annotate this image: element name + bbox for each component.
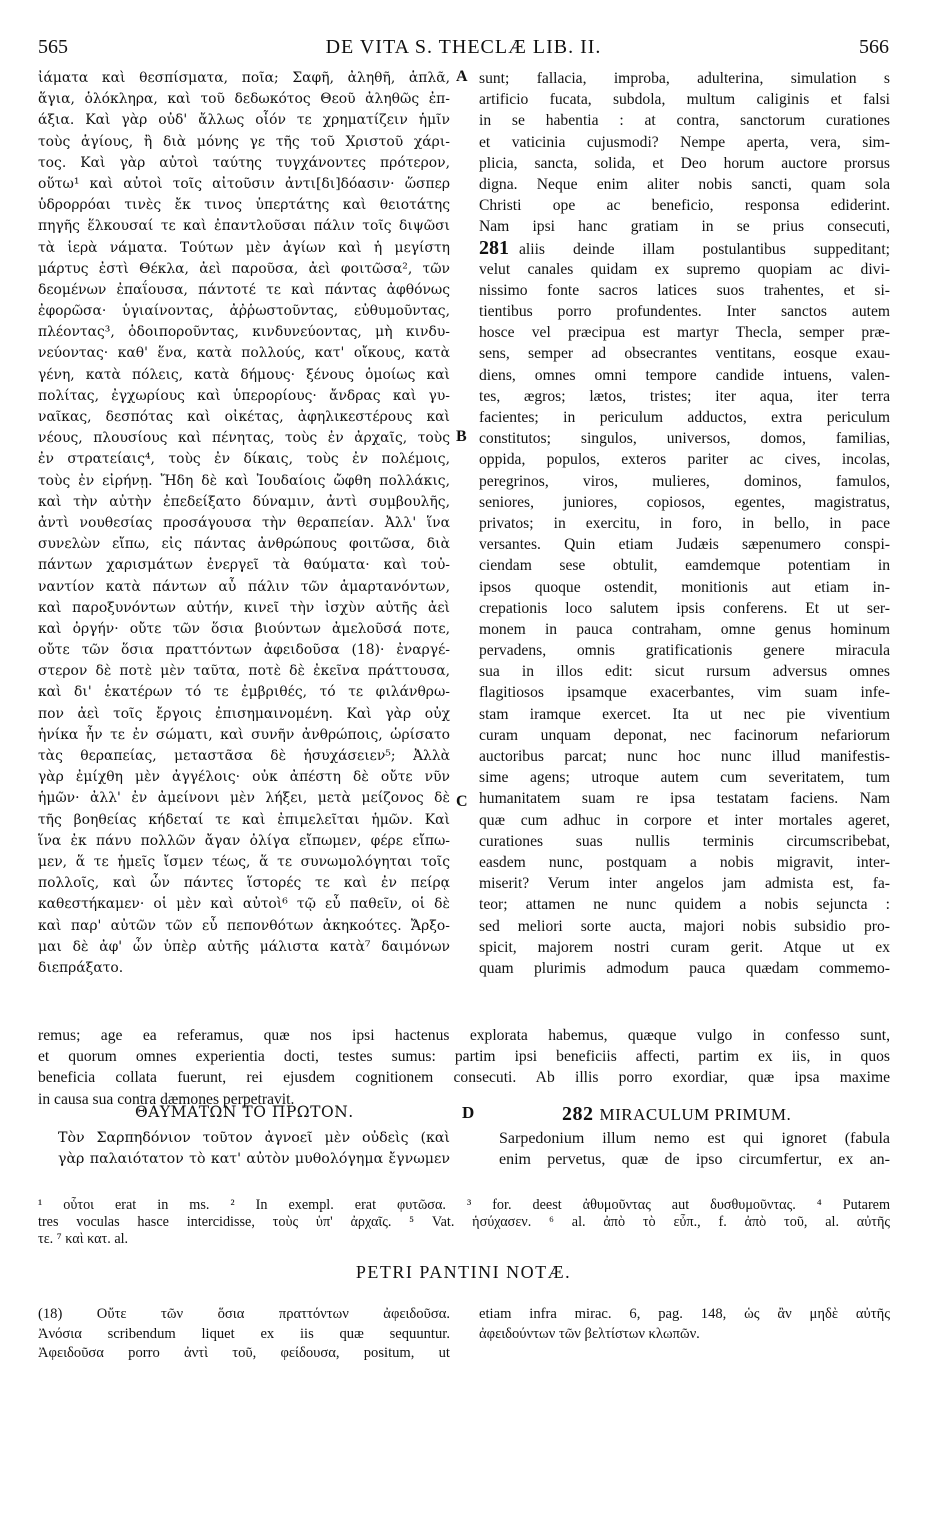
text-line: nissimo fonte sacros latices suos trahentes, et si- [479, 281, 890, 299]
text-line: ἡμῶν· ἀλλ' ἐν ἀμείνονι μὲν λήξει, μετὰ μείζονος δὲ [38, 790, 450, 807]
text-line: tres voculas hasce intercidisse, τοὺς ὑπ' ἀρχαῖς. ⁵ Vat. ἡσύχασεν. ⁶ al. ἀπὸ τὸ εὖπ., f. ἀπὸ τοῦ, al. αὐτῆς [38, 1214, 890, 1230]
text-line: in se habentia : at contra, sanctorum curationes [479, 112, 890, 130]
text-line: Ἀνόσια scribendum liquet ex iis quæ sequuntur. [38, 1325, 450, 1342]
text-line: miserit? Verum inter angelos jam admista est, fa- [479, 875, 890, 893]
text-line: ἀντὶ νουθεσίας προσάγουσα τὴν θεραπείαν. Ἀλλ' ἵνα [38, 514, 450, 531]
text-line: δεομένων ἐπαΐουσα, πάντοτέ τε καὶ πάντας ἀφθόνως [38, 281, 450, 298]
text-line: stam iramque exercet. Ita ut nec pie viventium [479, 705, 890, 723]
text-line: πάντων χαρισμάτων ἐνεργεῖ τὰ θαύματα· καὶ τοὐ- [38, 557, 450, 574]
text-line: remus; age ea referamus, quæ nos ipsi hactenus explorata habemus, quæque vulgo in confesso sunt, [38, 1027, 890, 1044]
text-line: curam unquam deponat, nec facinorum nefariorum [479, 726, 890, 744]
text-line: νέους, πλουσίους καὶ πένητας, τοὺς ἐν ἀρχαῖς, τοὺς [38, 430, 450, 447]
text-line: in causa sua contra dæmones perpetravit. [38, 1090, 295, 1108]
text-line: πολλοῖς, καὶ ὧν πάντες ἵστορές τε καὶ ἐν πείρᾳ [38, 875, 450, 892]
text-line: ναντίον κατὰ πάντων αὖ πάλιν τῶν ἁμαρτανόντων, [38, 578, 450, 595]
text-line: hosce vel præcipua est martyr Thecla, semper præ- [479, 324, 890, 342]
latin-section-heading: MIRACULUM PRIMUM. [599, 1105, 792, 1124]
text-line: diens, omnes omni tempore candide intuens, valen- [479, 366, 890, 384]
text-line: flagitiosos ipsamque exacerbantes, vim suam infe- [479, 684, 890, 702]
text-line: καὶ δι' ἑκατέρων τό τε ἐμβριθές, τό τε φιλάνθρω- [38, 684, 450, 701]
text-line: Nam ipsi hanc gratiam in se prius consecuti, [479, 218, 890, 236]
text-line: Ἀφειδοῦσα porro ἀντὶ τοῦ, φείδουσα, positum, ut [38, 1345, 450, 1361]
text-line: pervadens, omnis gratificationis genere miracula [479, 642, 890, 660]
text-line: et quorum omnes experientia docti, testes sumus: partim ipsi beneficiis affecti, partim ex iis, in quos [38, 1048, 890, 1066]
text-line: ἀφειδούντων τῶν βελτίστων κλωπῶν. [479, 1325, 700, 1342]
text-line: plicia, sancta, solida, et Deo horum auctore prorsus [479, 154, 890, 172]
text-line: διεπράξατο. [38, 959, 124, 976]
text-line: ἵνα ἐκ πάνυ πολλῶν ἄγαν ὀλίγα εἴπωμεν, φέρε εἴπω- [38, 832, 450, 849]
text-line: Sarpedonium illum nemo est qui ignoret (fabula [499, 1130, 890, 1147]
text-line: beneficia collata fuerunt, rei ejusdem cognitionem consecuti. Ab illis porro exordiar, quæ ipsa maxime [38, 1069, 890, 1087]
latin-section-heading-wrap [562, 1103, 791, 1126]
text-line: (18) Οὔτε τῶν ὅσια πραττόντων ἀφειδοῦσα. [38, 1306, 450, 1322]
text-line: ¹ οὗτοι erat in ms. ² In exempl. erat φυτῶσα. ³ for. deest ἀθυμοῦντας aut δυσθυμοῦντας. ⁴ Putarem [38, 1197, 890, 1213]
text-line: τοὺς ἐν εἰρήνῃ. Ἤδη δὲ καὶ Ἰουδαίοις ὤφθη πολλάκις, [38, 472, 450, 489]
text-line-rest: aliis deinde illam postulantibus suppeditant; [519, 240, 890, 258]
text-line: privatos; in exercitu, in foro, in bello, in pace [479, 514, 890, 532]
text-line: νεύοντας· καθ' ἕνα, κατὰ πολλούς, κατ' οἴκους, κατὰ [38, 345, 450, 362]
text-line: ἡνίκα ἦν τε ἐν σώματι, καὶ συνῆν ἀνθρώποις, ὡρίσατο [38, 726, 450, 743]
greek-section-heading: ΘΑΥΜΑΤΩΝ ΤΟ ΠΡΩΤΟΝ. [135, 1103, 354, 1121]
text-line: peregrinos, viros, mulieres, dominos, famulos, [479, 472, 890, 490]
text-line: ipsos quoque ostendit, monitionis aut etiam in- [479, 578, 890, 596]
text-line: digna. Neque enim aliter nobis sancti, quam sola [479, 175, 890, 193]
text-line: συνελὼν εἴπω, εἰς πάντας ἀνθρώπους φοιτῶσα, διὰ [38, 536, 450, 553]
text-line: τοὺς ἁγίους, ἢ διὰ μόνης γε τῆς τοῦ Χριστοῦ χάρι- [38, 133, 450, 150]
text-line: καὶ ὀργήν· οὔτε τῶν ὅσια βιούντων ἀμελοῦσά ποτε, [38, 620, 450, 637]
text-line: sed meliori sorte aucta, majori nobis subsidio pro- [479, 917, 890, 935]
text-line: sime agens; utroque autem cum severitatem, tum [479, 769, 890, 787]
margin-marker-d: D [462, 1103, 475, 1122]
text-line: πηγῆς ἕλκουσαί τε καὶ ἐπαντλοῦσαι πάλιν τοῖς διψῶσι [38, 218, 450, 235]
text-line: humanitatem suam re ipsa testatam faciens. Nam [479, 790, 890, 808]
text-line: sens, semper ad obsecrantes ventitans, eosque exau- [479, 345, 890, 363]
pantini-notes-left [38, 1305, 450, 1364]
text-line: quæ cum adhuc in corpore et inter mortales ageret, [479, 811, 890, 829]
full-width-paragraph [38, 1025, 890, 1110]
notes-title: PETRI PANTINI NOTÆ. [355, 1262, 572, 1282]
text-line: versantes. Quin etiam Judæis sæpenumero conspi- [479, 536, 890, 554]
text-line: sua in illos edit: sicut rursum adversus omnes [479, 663, 890, 681]
text-line: μάρτυς ἐστὶ Θέκλα, ἀεὶ παροῦσα, ἀεὶ φοιτῶσα², τῶν [38, 260, 450, 277]
text-line: τῆς βοηθείας κήδεταί τε καὶ ἐπιμελεῖται ἡμῶν. Καὶ [38, 811, 450, 828]
text-line: ὑδρορρόαι τινὲς ἔκ τινος ὑπερτάτης καὶ θειοτάτης [38, 197, 450, 214]
text-line: καθεστήκαμεν· οἱ μὲν καὶ αὐτοὶ⁶ τῷ εὖ παθεῖν, οἱ δὲ [38, 896, 450, 913]
text-line: καὶ τὴν αὐτὴν ἐπεδείξατο δύναμιν, ἀντὶ συμβουλῆς, [38, 493, 450, 510]
text-line: καὶ παροξυνόντων αὐτήν, κινεῖ τὴν ἰσχὺν αὐτῆς ἀεὶ [38, 599, 450, 616]
text-line: monem in pauca contraham, omne genus hominum [479, 620, 890, 638]
greek-column [38, 68, 450, 979]
section-mark-282: 282 [562, 1103, 594, 1125]
text-line: sunt; fallacia, improba, adulterina, simulation s [479, 70, 890, 87]
text-line: στερον δὲ ποτὲ μὲν ταῦτα, ποτὲ δὲ ἐκεῖνα πράττουσα, [38, 663, 450, 680]
text-line: facientes; in periculum adductos, extra periculum [479, 409, 890, 426]
greek-opening-text [58, 1128, 450, 1170]
text-line: teor; attamen ne nunc quidem a nobis sejuncta : [479, 896, 890, 914]
text-line [479, 238, 890, 259]
footnotes [38, 1197, 890, 1248]
text-line: τὰς θεραπείας, μεταστᾶσα δὲ ἡσυχάσειεν⁵; Ἀλλὰ [38, 748, 450, 764]
pantini-notes-right [479, 1305, 890, 1344]
text-line: auctoribus parcat; nunc hoc nunc illud manifestis- [479, 748, 890, 765]
text-line: ἐν στρατείαις⁴, τοὺς ἐν δίκαις, τοὺς ἐν πολέμοις, [38, 451, 450, 468]
section-mark-281: 281 [479, 237, 509, 259]
text-line: μεν, ἅ τε ἡμεῖς ἴσμεν τέως, ἅ τε συνωμολόγηται τοῖς [38, 853, 450, 870]
text-line: ἰάματα καὶ θεσπίσματα, ποῖα; Σαφῆ, ἀληθῆ, ἁπλᾶ, [38, 70, 450, 86]
text-line: άξια. Καὶ γὰρ οὐδ' ἄλλως οἷόν τε χρηματίζειν ἡμῖν [38, 112, 450, 129]
latin-opening-text [499, 1128, 890, 1170]
text-line: easdem nunc, postquam a nobis migravit, inter- [479, 853, 890, 871]
text-line: spicit, majorem nostri curam gerit. Atque ut ex [479, 938, 890, 956]
text-line: constitutos; singulos, universos, domos, familias, [479, 430, 890, 448]
text-line: enim pervetus, quæ de ipso circumfertur, ex an- [499, 1151, 890, 1169]
text-line: oppida, populos, exteros pariter ac cives, incolas, [479, 451, 890, 469]
page-number-right: 566 [859, 36, 889, 58]
text-line: ἐφορῶσα· ὑγιαίνοντας, ἀῤῥωστοῦντας, εὐθυμοῦντας, [38, 303, 450, 320]
text-line: crepationis loco salutem ipsis conferens. Et ut ser- [479, 599, 890, 617]
text-line: ἅγια, ὁλόκληρα, καὶ τοῦ δεδωκότος Θεοῦ ἀληθῶς ἐπ- [38, 91, 450, 108]
text-line: γὰρ παλαιότατον τὸ κατ' αὐτὸν μυθολόγημα ἔγνωμεν [58, 1151, 450, 1168]
text-line: et vaticinia cujusmodi? Nempe aperta, vera, sim- [479, 133, 890, 151]
text-line: tes, ægros; lætos, tristes; iter aqua, iter terra [479, 387, 890, 405]
text-line: tientibus porro profundentes. Inter sanctos autem [479, 303, 890, 321]
text-line: artificio fucata, subdola, multum caliginis et falsi [479, 91, 890, 109]
text-line: οὔτε τῶν ὅσια πραττόντων ἀφειδοῦσα (18)· ἐναργέ- [38, 642, 450, 659]
latin-column [479, 68, 890, 979]
text-line: τὰ ἱερὰ νάματα. Τούτων μὲν ἁγίων καὶ ἡ μεγίστη [38, 239, 450, 256]
text-line: πον ἀεὶ τοῖς ἔργοις ἐπισημαινομένη. Καὶ γὰρ οὐχ [38, 705, 450, 722]
running-header [38, 36, 889, 66]
text-line: seniores, juniores, copiosos, egentes, magistratus, [479, 493, 890, 511]
text-line: Christi ope ac beneficio, responsa ediderint. [479, 197, 890, 215]
text-line: οὕτω¹ καὶ αὐτοὶ τοῖς αἰτοῦσιν ἀντι[δι]δόασιν· ὥσπερ [38, 175, 450, 192]
page-number-left: 565 [38, 36, 68, 58]
margin-marker-b: B [456, 428, 467, 445]
text-line: πολίτας, ἐγχωρίους καὶ ὑπερορίους· ἄνδρας καὶ γυ- [38, 387, 450, 404]
text-line: τε. ⁷ καὶ κατ. al. [38, 1231, 129, 1247]
text-line: γὰρ ἐμίχθη μὲν ἀγγέλοις· οὐκ ἀπέστη δὲ οὔτε νῦν [38, 769, 450, 786]
margin-marker-c: C [456, 793, 468, 810]
text-line: ναῖκας, δεσπότας καὶ οἰκέτας, ἀφηλικεστέρους καὶ [38, 409, 450, 425]
text-line: πλέοντας³, ὁδοιποροῦντας, κινδυνεύοντας, μὴ κινδυ- [38, 324, 450, 341]
running-title: DE VITA S. THECLÆ LIB. II. [325, 36, 602, 58]
text-line: Τὸν Σαρπηδόνιον τοῦτον ἀγνοεῖ μὲν οὐδεὶς (καὶ [58, 1130, 450, 1146]
text-line: quam plurimis admodum pauca quædam commemo- [479, 959, 890, 977]
text-line: ciendam sese obtulit, eamdemque potentiam in [479, 557, 890, 575]
text-line: curationes suas nullis terminis circumscribebat, [479, 832, 890, 850]
text-line: etiam infra mirac. 6, pag. 148, ὡς ἂν μηδὲ αὐτῆς [479, 1306, 890, 1322]
text-line: γένη, κατὰ πόλεις, κατὰ δήμους· ξένους ὁμοίως καὶ [38, 366, 450, 383]
margin-marker-a: A [456, 68, 468, 85]
text-line: τος. Καὶ γὰρ αὐτοὶ ταύτης τυγχάνοντες πρότερον, [38, 154, 450, 171]
text-line: καὶ παρ' αὐτῶν τῶν εὖ πεπονθότων ἀκηκοότες. Ἄρξο- [38, 917, 450, 934]
text-line: velut canales quidam ex supremo quopiam ac divi- [479, 260, 890, 278]
text-line: μαι δὲ ἀφ' ὧν ὑπὲρ αὐτῆς μάλιστα κατὰ⁷ δαιμόνων [38, 938, 450, 955]
